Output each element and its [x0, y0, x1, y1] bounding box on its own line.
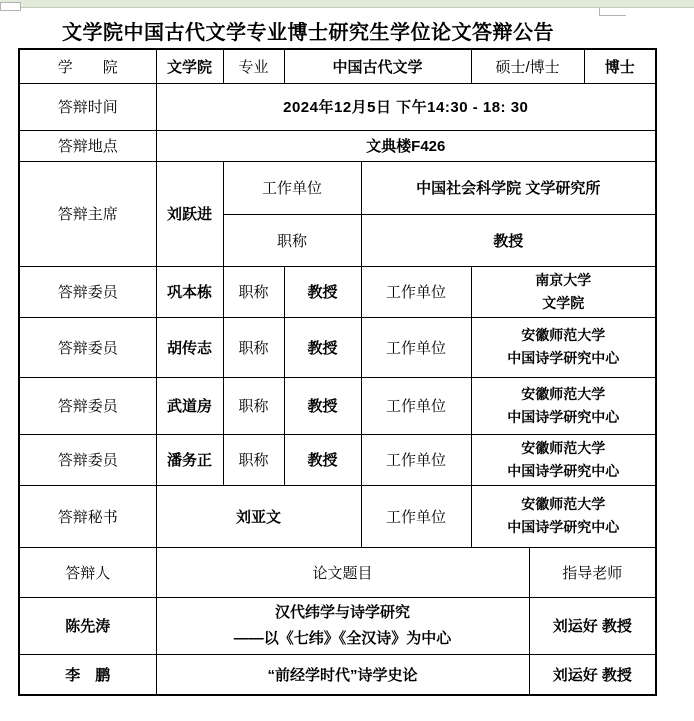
- chair-unit-label: 工作单位: [223, 161, 361, 214]
- unit-line1: 安徽师范大学: [521, 496, 606, 513]
- committee-name: 巩本栋: [156, 266, 223, 317]
- degree-label: 硕士/博士: [471, 49, 584, 83]
- committee-unit-label: 工作单位: [361, 266, 471, 317]
- table-row: [19, 266, 656, 317]
- committee-title-label: 职称: [223, 377, 284, 434]
- table-row: [19, 597, 656, 654]
- committee-title-label: 职称: [223, 266, 284, 317]
- time-value: 2024年12月5日 下午14:30 - 18: 30: [156, 83, 656, 130]
- defender-name: 陈先涛: [19, 597, 156, 654]
- ruler-margin-marker-right: [599, 8, 626, 16]
- secretary-unit-value: [471, 485, 656, 547]
- thesis-title: [156, 597, 529, 654]
- venue-label: 答辩地点: [19, 130, 156, 161]
- table-row: [19, 49, 656, 83]
- advisor-label: 指导老师: [529, 547, 656, 597]
- major-value: 中国古代文学: [284, 49, 471, 83]
- committee-title-value: 教授: [284, 377, 361, 434]
- advisor-name: 刘运好 教授: [529, 654, 656, 695]
- thesis-title-label: 论文题目: [156, 547, 529, 597]
- committee-title-label: 职称: [223, 434, 284, 485]
- committee-unit-value: [471, 377, 656, 434]
- thesis-line2: ——以《七纬》《全汉诗》为中心: [233, 629, 452, 647]
- defense-announcement-table: [18, 48, 657, 696]
- school-label: 学 院: [19, 49, 156, 83]
- committee-title-value: 教授: [284, 434, 361, 485]
- table-row: [19, 317, 656, 377]
- table-row: [19, 485, 656, 547]
- committee-unit-label: 工作单位: [361, 434, 471, 485]
- unit-line1: 安徽师范大学: [521, 327, 606, 344]
- committee-unit-label: 工作单位: [361, 317, 471, 377]
- chair-title-value: 教授: [361, 214, 656, 266]
- defender-person-label: 答辩人: [19, 547, 156, 597]
- secretary-label: 答辩秘书: [19, 485, 156, 547]
- unit-line2: 中国诗学研究中心: [507, 350, 620, 367]
- venue-value: 文典楼F426: [156, 130, 656, 161]
- page-title: 文学院中国古代文学专业博士研究生学位论文答辩公告: [62, 22, 554, 44]
- chair-label: 答辩主席: [19, 161, 156, 266]
- unit-line2: 中国诗学研究中心: [507, 462, 620, 479]
- degree-value: 博士: [584, 49, 656, 83]
- committee-label: 答辩委员: [19, 317, 156, 377]
- committee-label: 答辩委员: [19, 434, 156, 485]
- unit-line1: 南京大学: [535, 271, 592, 288]
- committee-name: 潘务正: [156, 434, 223, 485]
- table-row: [19, 434, 656, 485]
- chair-title-label: 职称: [223, 214, 361, 266]
- committee-name: 武道房: [156, 377, 223, 434]
- secretary-unit-label: 工作单位: [361, 485, 471, 547]
- page-top-margin-strip: [0, 0, 694, 8]
- major-label: 专业: [223, 49, 284, 83]
- committee-unit-value: [471, 317, 656, 377]
- table-row: [19, 547, 656, 597]
- school-value: 文学院: [156, 49, 223, 83]
- table-row: [19, 130, 656, 161]
- advisor-name: 刘运好 教授: [529, 597, 656, 654]
- unit-line2: 文学院: [542, 294, 585, 311]
- thesis-line1: 汉代纬学与诗学研究: [275, 604, 411, 622]
- table-row: [19, 83, 656, 130]
- unit-line2: 中国诗学研究中心: [507, 519, 620, 536]
- committee-title-value: 教授: [284, 317, 361, 377]
- committee-title-value: 教授: [284, 266, 361, 317]
- chair-unit-value: 中国社会科学院 文学研究所: [361, 161, 656, 214]
- defender-name: 李 鹏: [19, 654, 156, 695]
- committee-name: 胡传志: [156, 317, 223, 377]
- time-label: 答辩时间: [19, 83, 156, 130]
- chair-name: 刘跃进: [156, 161, 223, 266]
- table-row: [19, 161, 656, 214]
- unit-line1: 安徽师范大学: [521, 385, 606, 402]
- unit-line1: 安徽师范大学: [521, 439, 606, 456]
- committee-unit-value: [471, 434, 656, 485]
- thesis-title: “前经学时代”诗学史论: [156, 654, 529, 695]
- committee-title-label: 职称: [223, 317, 284, 377]
- committee-unit-value: [471, 266, 656, 317]
- committee-label: 答辩委员: [19, 377, 156, 434]
- table-row: [19, 654, 656, 695]
- secretary-name: 刘亚文: [156, 485, 361, 547]
- ruler-margin-marker-left: [0, 2, 21, 11]
- committee-label: 答辩委员: [19, 266, 156, 317]
- committee-unit-label: 工作单位: [361, 377, 471, 434]
- unit-line2: 中国诗学研究中心: [507, 408, 620, 425]
- table-row: [19, 377, 656, 434]
